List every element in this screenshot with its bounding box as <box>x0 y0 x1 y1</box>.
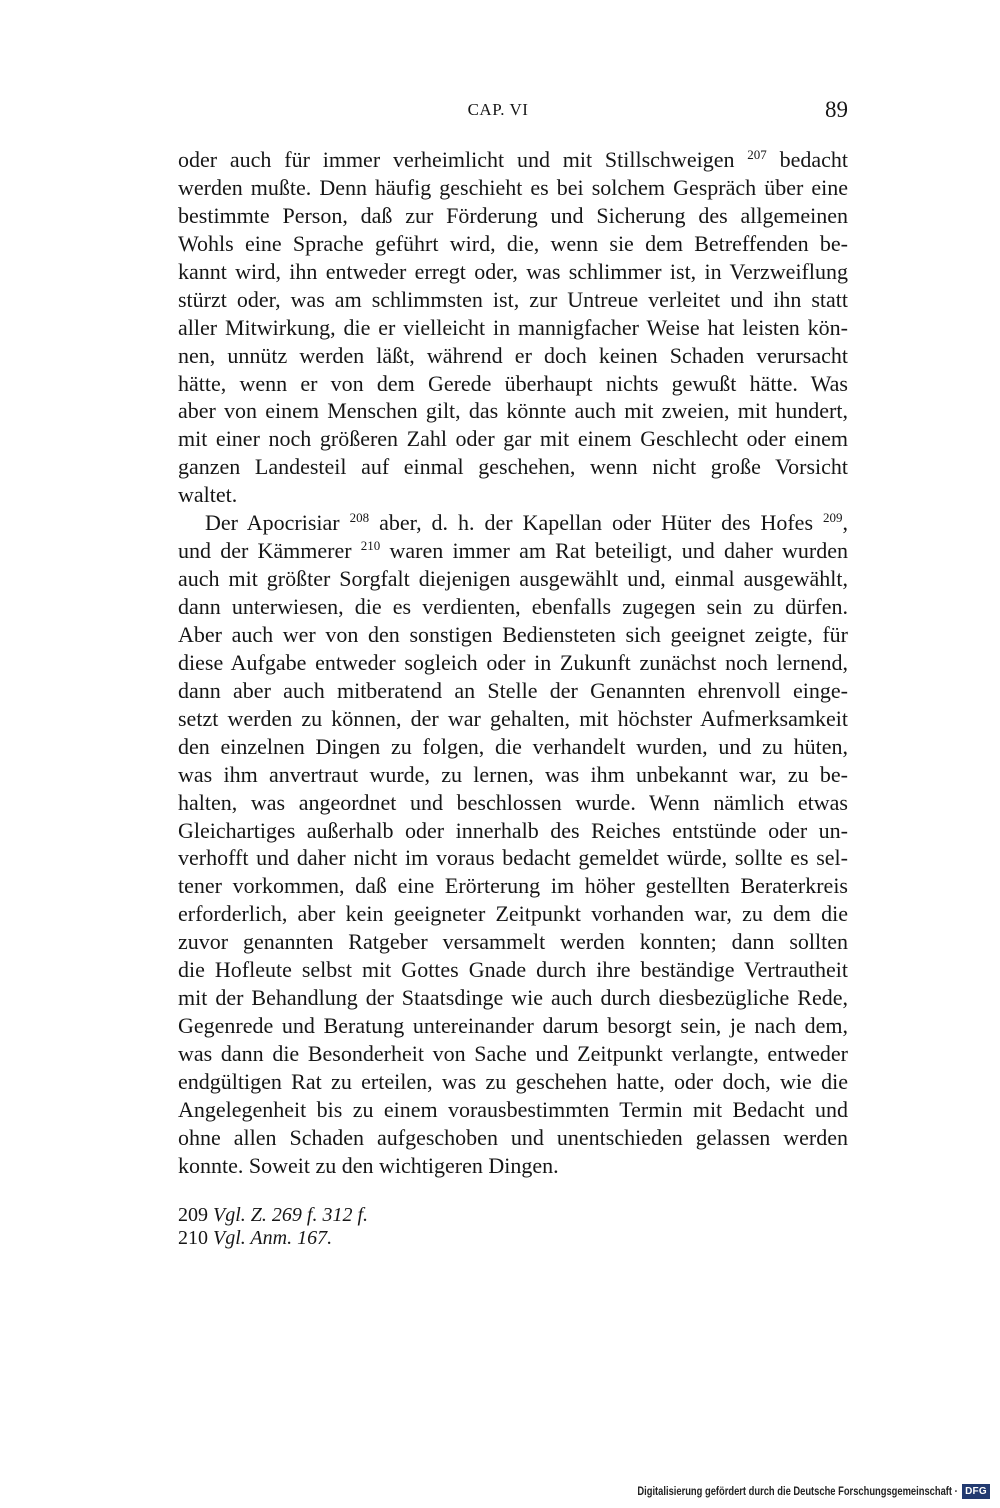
text-line <box>178 677 848 705</box>
text-line <box>178 872 848 900</box>
text-line <box>178 817 848 845</box>
text-segment: bestimmte Person, daß zur Förderung und Sicherung des allgemeinen <box>178 202 848 228</box>
footnote-number: 210 <box>178 1227 208 1249</box>
text-line <box>178 789 848 817</box>
text-segment: diese Aufgabe entweder sogleich oder in Zukunft zunächst noch lernend, <box>178 649 848 675</box>
paragraph <box>178 146 848 509</box>
text-line <box>178 174 848 202</box>
text-line <box>178 844 848 872</box>
text-line <box>178 956 848 984</box>
text-line <box>178 621 848 649</box>
text-segment: aber, d. h. der Kapellan oder Hüter des Hofes <box>369 510 823 536</box>
text-segment: hätte, wenn er von dem Gerede überhaupt nichts gewußt hätte. Was <box>178 370 848 396</box>
text-line <box>178 230 848 258</box>
text-segment: aber von einem Menschen gilt, das könnte auch mit zweien, mit hundert, <box>178 398 848 424</box>
text-line <box>178 1040 848 1068</box>
footnote <box>178 1204 848 1227</box>
text-segment: die Hofleute selbst mit Gottes Gnade durch ihre beständige Vertrautheit <box>178 957 848 983</box>
text-segment: oder auch für immer verheimlicht und mit Stillschweigen <box>178 147 748 172</box>
text-segment: tener vorkommen, daß eine Erörterung im höher gestellten Beraterkreis <box>178 873 848 899</box>
text-line <box>178 342 848 370</box>
text-segment: auch mit größter Sorgfalt diejenigen ausgewählt und, einmal ausgewählt, <box>178 566 848 592</box>
text-segment: den einzelnen Dingen zu folgen, die verhandelt wurden, und zu hüten, <box>178 733 848 759</box>
footnote-ref: 209 <box>823 510 843 526</box>
text-segment: Gegenrede und Beratung untereinander darum besorgt sein, je nach dem, <box>178 1013 848 1039</box>
text-line <box>178 1124 848 1152</box>
text-line <box>178 425 848 453</box>
text-segment: halten, was angeordnet und beschlossen wurde. Wenn nämlich etwas <box>178 789 848 815</box>
footnote-ref: 207 <box>747 147 767 162</box>
text-line <box>178 593 848 621</box>
text-line <box>178 509 848 537</box>
text-segment: erforderlich, aber kein geeigneter Zeitpunkt vorhanden war, zu dem die <box>178 901 848 927</box>
text-segment: endgültigen Rat zu erteilen, was zu geschehen hatte, oder doch, wie die <box>178 1068 848 1094</box>
text-segment: mit einer noch größeren Zahl oder gar mit einem Geschlecht oder einem <box>178 426 848 452</box>
digitization-credit: Digitalisierung gefördert durch die Deutsche Forschungsgemeinschaft · <box>637 1484 958 1498</box>
text-line <box>178 1068 848 1096</box>
text-segment: aller Mitwirkung, die er vielleicht in mannigfacher Weise hat leisten kön- <box>178 314 848 340</box>
text-segment: werden mußte. Denn häufig geschieht es bei solchem Gespräch über eine <box>178 174 848 200</box>
paragraph <box>178 509 848 1180</box>
page-number: 89 <box>825 97 848 122</box>
text-line <box>178 1096 848 1124</box>
text-segment: setzt werden zu können, der war gehalten, mit höchster Aufmerksamkeit <box>178 705 848 731</box>
text-line <box>178 370 848 398</box>
text-segment: bedacht <box>766 147 849 172</box>
footnote-number: 209 <box>178 1204 208 1226</box>
text-line <box>178 453 848 481</box>
text-segment: stürzt oder, was am schlimmsten ist, zur Untreue verleitet und ihn statt <box>178 286 848 312</box>
text-line <box>178 1012 848 1040</box>
text-segment: was dann die Besonderheit von Sache und Zeitpunkt verlangte, entweder <box>178 1041 848 1066</box>
text-segment: Aber auch wer von den sonstigen Bediensteten sich geeignet zeigte, für <box>178 621 848 647</box>
text-segment: was ihm anvertraut wurde, zu lernen, was ihm unbekannt war, zu be- <box>178 761 848 787</box>
text-segment: ganzen Landesteil auf einmal geschehen, wenn nicht große Vorsicht <box>178 454 848 480</box>
text-segment: Der Apocrisiar <box>205 510 350 536</box>
text-line <box>178 928 848 956</box>
text-segment: konnte. Soweit zu den wichtigeren Dingen. <box>178 1152 559 1178</box>
footnote <box>178 1227 848 1250</box>
text-line <box>178 733 848 761</box>
text-line <box>178 397 848 425</box>
text-line <box>178 565 848 593</box>
text-line <box>178 202 848 230</box>
text-segment: nen, unnütz werden läßt, während er doch keinen Schaden verursacht <box>178 342 848 368</box>
text-segment: dann aber auch mitberatend an Stelle der Genannten ehrenvoll einge- <box>178 677 848 703</box>
text-segment: zuvor genannten Ratgeber versammelt werden konnten; dann sollten <box>178 929 848 955</box>
dfg-logo: DFG <box>962 1484 990 1499</box>
body-text <box>178 146 848 1180</box>
text-line <box>178 481 848 509</box>
running-title: CAP. VI <box>467 100 529 119</box>
text-segment: kannt wird, ihn entweder erregt oder, was schlimmer ist, in Verzweiflung <box>178 258 848 284</box>
text-segment: , <box>842 510 848 536</box>
text-line <box>178 649 848 677</box>
text-segment: Angelegenheit bis zu einem vorausbestimmten Termin mit Bedacht und <box>178 1096 848 1122</box>
text-segment: Gleichartiges außerhalb oder innerhalb des Reiches entstünde oder un- <box>178 817 848 843</box>
text-segment: waren immer am Rat beteiligt, und daher wurden <box>380 538 848 564</box>
text-segment: ohne allen Schaden aufgeschoben und unentschieden gelassen werden <box>178 1124 848 1150</box>
text-line <box>178 705 848 733</box>
footnote-text: Vgl. Anm. 167. <box>213 1227 333 1249</box>
text-segment: mit der Behandlung der Staatsdinge wie auch durch diesbezügliche Rede, <box>178 985 848 1011</box>
text-line <box>178 984 848 1012</box>
footnote-text: Vgl. Z. 269 f. 312 f. <box>213 1204 369 1226</box>
text-segment: Wohls eine Sprache geführt wird, die, wenn sie dem Betreffenden be- <box>178 230 848 256</box>
footnote-ref: 208 <box>349 510 370 526</box>
text-line <box>178 146 848 174</box>
text-line <box>178 761 848 789</box>
text-line <box>178 1152 848 1180</box>
footnotes <box>178 1204 848 1250</box>
footnote-ref: 210 <box>360 538 381 554</box>
text-segment: dann unterwiesen, die es verdienten, ebenfalls zugegen sein zu dürfen. <box>178 594 848 619</box>
text-line <box>178 286 848 314</box>
text-line <box>178 900 848 928</box>
text-segment: verhofft und daher nicht im voraus bedacht gemeldet würde, sollte es sel- <box>178 845 848 871</box>
text-line <box>178 537 848 565</box>
text-line <box>178 314 848 342</box>
text-segment: waltet. <box>178 482 238 508</box>
text-line <box>178 258 848 286</box>
text-segment: und der Kämmerer <box>178 538 361 564</box>
